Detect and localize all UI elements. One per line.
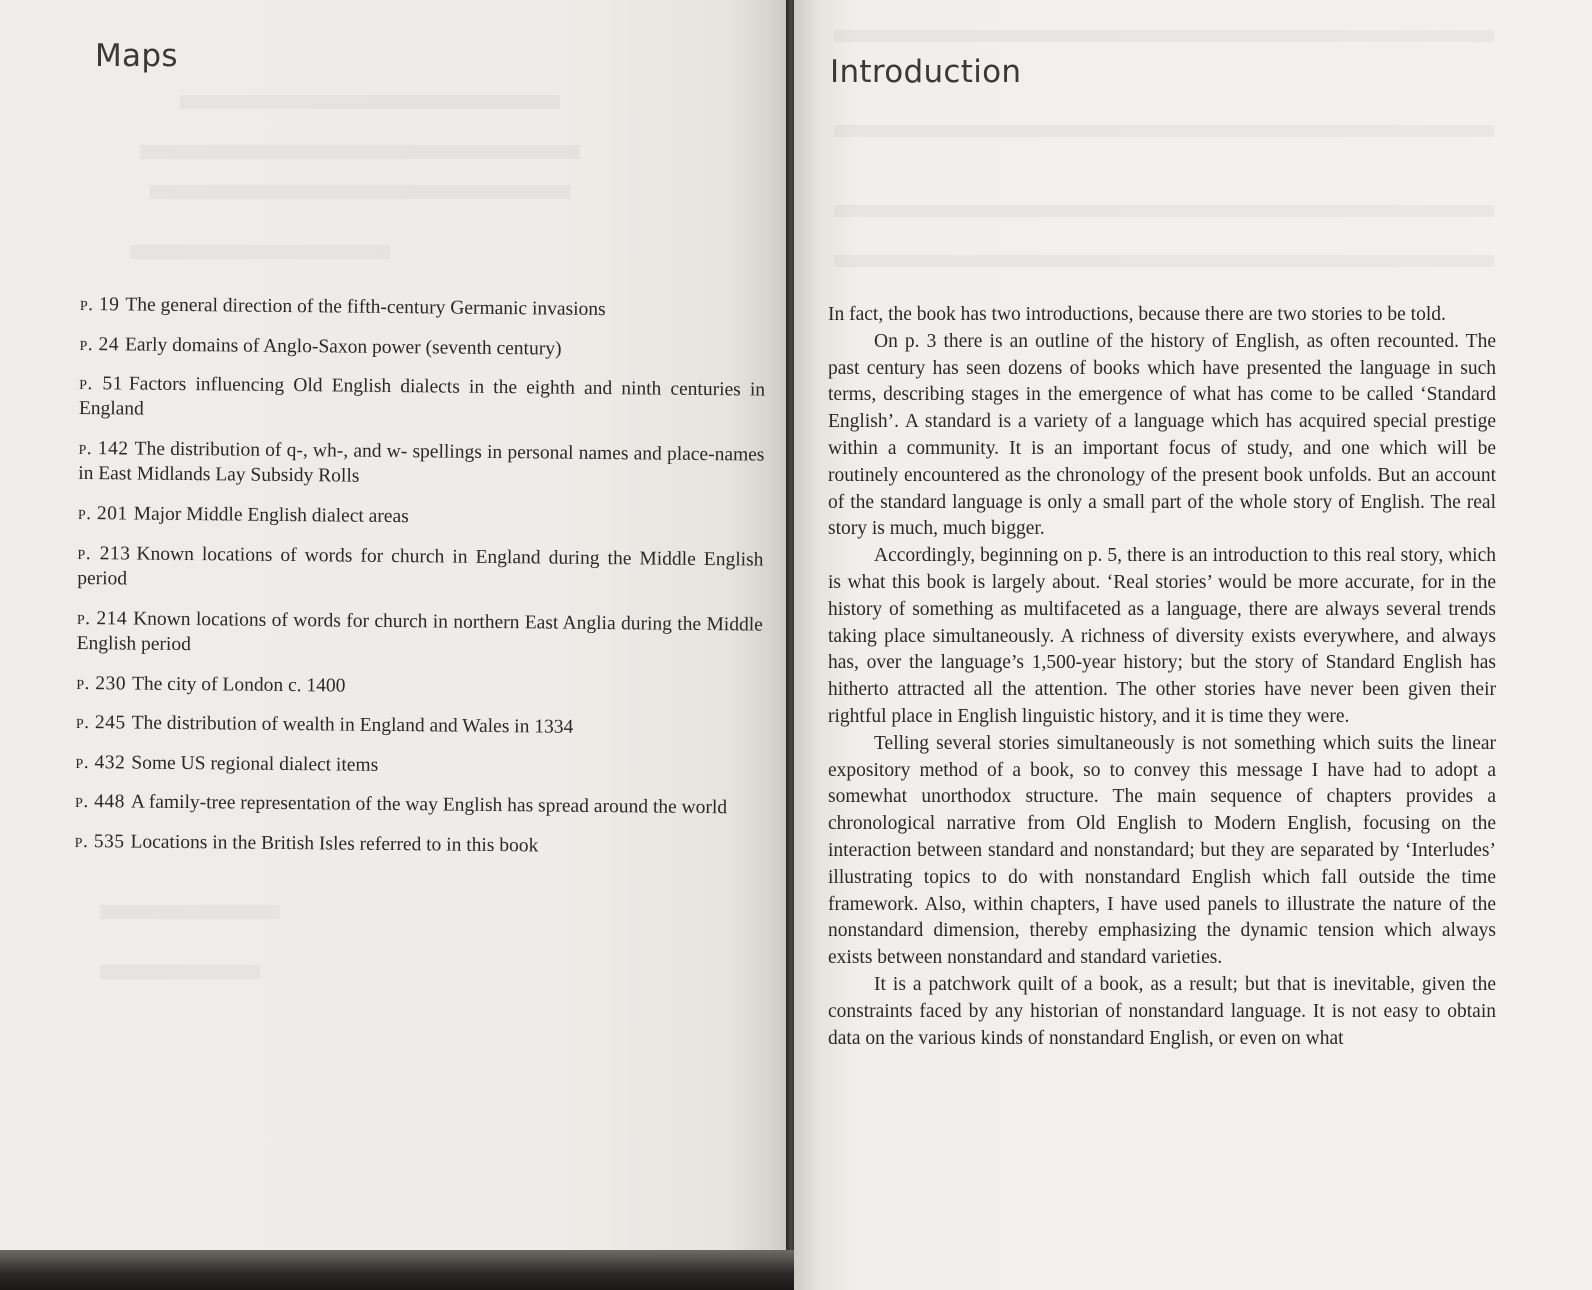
map-entry (78, 501, 764, 533)
map-title: A family-tree representation of the way English has spread around the world (130, 791, 728, 819)
show-through-text (100, 905, 280, 919)
map-page-number: p. 230 (76, 672, 127, 694)
map-page-number: p. 201 (77, 502, 128, 525)
map-entry (79, 371, 765, 428)
show-through-text (834, 255, 1494, 267)
page-bottom-shadow (0, 1250, 794, 1290)
paragraph: On p. 3 there is an outline of the history of English, as often recounted. The past century has seen dozens of books which have presented the language in such terms, describing stages in the emergence of what has come to be called ‘Standard English’. A standard is a variety of a language which has acquired special prestige within a community. It is an important focus of study, and one which will be routinely encountered as the chronology of the present book unfolds. But an account of the standard language is only a small part of the whole story of English. The real story is much, much bigger. (828, 330, 1496, 540)
show-through-text (180, 95, 560, 109)
map-title: The general direction of the fifth-century Germanic invasions (125, 294, 606, 321)
map-title: Early domains of Anglo-Saxon power (seventh century) (124, 333, 562, 360)
map-page-number: p. 448 (75, 790, 126, 813)
paragraph: Telling several stories simultaneously is not something which suits the linear expository method of a book, so to convey this message I have had to adopt a somewhat unorthodox structure. The main sequence of chapters provides a chronological narrative from Old English to Modern English, focusing on the interaction between standard and nonstandard; but they are separated by ‘Interludes’ illustrating topics to do with nonstandard English which fall outside the time framework. Also, within chapters, I have used panels to illustrate the nature of the nonstandard dimension, thereby emphasizing the dynamic tension which always exists between nonstandard and standard varieties. (828, 732, 1496, 969)
map-entry (76, 710, 762, 742)
map-entry (75, 749, 761, 781)
map-title: Factors influencing Old English dialects in the eighth and ninth centuries in England (78, 373, 766, 420)
map-page-number: p. 245 (75, 711, 126, 734)
right-page (794, 0, 1592, 1290)
map-page-number: p. 24 (79, 333, 120, 355)
show-through-text (130, 245, 390, 259)
show-through-text (834, 30, 1494, 42)
map-title: Some US regional dialect items (131, 752, 379, 776)
map-page-number: p. 19 (79, 293, 120, 316)
show-through-text (140, 145, 580, 159)
map-title: Known locations of words for church in northern East Anglia during the Middle English period (76, 608, 763, 655)
map-title: Major Middle English dialect areas (133, 503, 409, 528)
map-title: The distribution of wealth in England and Wales in 1334 (131, 712, 574, 738)
map-entry (75, 829, 761, 861)
map-entry (77, 605, 763, 662)
map-entry (76, 670, 762, 702)
map-entry (77, 540, 763, 597)
show-through-text (150, 185, 570, 199)
introduction-heading: Introduction (830, 54, 1022, 90)
map-title: Known locations of words for church in England during the Middle English period (77, 543, 764, 589)
map-entry (79, 331, 765, 363)
paragraph: It is a patchwork quilt of a book, as a result; but that is inevitable, given the constraints faced by any historian of nonstandard language. It is not easy to obtain data on the various kinds of nonstandard English, or even on what (828, 973, 1496, 1049)
map-page-number: p. 535 (74, 830, 125, 853)
paragraph: In fact, the book has two introductions, because there are two stories to be told. (828, 304, 1446, 325)
map-entry (78, 436, 764, 493)
map-page-number: p. 213 (77, 542, 131, 564)
map-title: The distribution of q-, wh-, and w- spellings in personal names and place-names in East Midlands Lay Subsidy Rolls (78, 438, 765, 487)
introduction-body (828, 302, 1496, 1052)
map-page-number: p. 432 (75, 751, 126, 773)
map-title: The city of London c. 1400 (131, 673, 346, 697)
map-page-number: p. 214 (76, 607, 128, 629)
show-through-text (100, 965, 260, 979)
map-title: Locations in the British Isles referred to in this book (130, 831, 539, 857)
paragraph: Accordingly, beginning on p. 5, there is an introduction to this real story, which is what this book is largely about. ‘Real stories’ would be more accurate, for in the history of something as multifaceted as a language, there are always several trends taking place simultaneously. A richness of diversity exists everywhere, and always has, over the language’s 1,500-year history; but the story of Standard English has hitherto attracted all the attention. The other stories have never been given their rightful place in English linguistic history, and it is time they were. (828, 545, 1496, 727)
left-page (0, 0, 792, 1262)
show-through-text (834, 205, 1494, 217)
maps-list (74, 292, 766, 875)
map-page-number: p. 51 (79, 372, 123, 395)
map-entry (80, 292, 766, 324)
maps-heading: Maps (95, 38, 178, 74)
map-page-number: p. 142 (78, 437, 129, 460)
show-through-text (834, 125, 1494, 137)
map-entry (75, 789, 761, 821)
